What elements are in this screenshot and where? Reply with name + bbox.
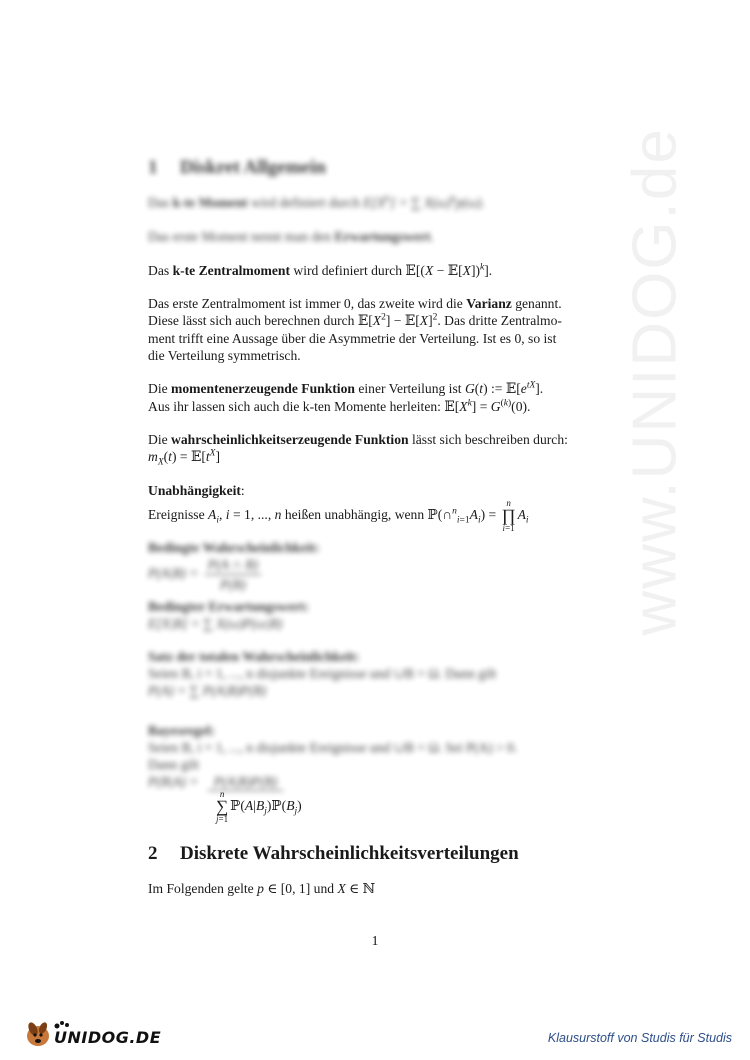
text: lässt sich beschreiben durch: [411,432,568,447]
text: Die [148,381,168,396]
varianz-paragraph [148,295,608,364]
formula-mgf: G(t) := $𝔼[e^{tX}]$. [464,380,544,397]
numerator: P(A ∩ B) [205,556,261,575]
logo-text: UNIDOG.DE [54,1028,162,1047]
formula: p(ω). [455,195,485,210]
text: genannt. [515,296,562,311]
unidog-logo[interactable] [24,1014,162,1050]
text: Aus ihr lassen sich auch die k-ten Momente herleiten: [148,399,441,414]
text: Das erste Zentralmoment ist immer 0, das zweite wird die [148,296,463,311]
unabhaengigkeit-heading [148,482,608,499]
text: Dann gilt [148,757,199,772]
zentralmoment-definition [148,262,608,280]
page-number: 1 [371,933,379,948]
footer-tagline: Klausurstoff von Studis für Studis [547,1031,732,1045]
text: Seien B, i = 1, ..., n disjunkte Ereignisse und ∪B = Ω. Dann gilt [148,666,497,681]
formula: P(B|A) = [148,774,199,789]
formula-events: $A_i$, i = 1, ..., n [208,507,282,526]
formula-independence: $ℙ(\cap^n_{i=1}A_i) = n$ ∏ $i=1A_i$ [427,498,529,533]
text: Das [148,263,170,278]
bayes-denominator: n ∑ $j=1ℙ(A|B_j)ℙ(B_j)$ [216,789,302,824]
formula: E[X|B] = ∑ X(ω)P(ω|B) [148,616,283,631]
term-totale-wahrscheinlichkeit: Satz der totalen Wahrscheinlichkeit: [148,649,360,664]
text: einer Verteilung ist [358,381,462,396]
fraction [205,556,261,593]
term-erwartungswert: Erwartungswert [334,229,431,244]
bayes-block [148,722,608,791]
term-bayesregel: Bayesregel: [148,723,215,738]
denominator: P(B) [220,577,246,592]
text: wird definiert durch [251,195,360,210]
text: Das erste Moment nennt man den [148,229,332,244]
conditional-expectation-block [148,598,608,632]
term-zentralmoment: k-te Zentralmoment [172,263,290,278]
section-number: 2 [148,843,158,864]
formula-pgf: $m_X(t)$ = $𝔼[t^X]$ [148,448,220,468]
text: Ereignisse [148,507,205,523]
term-varianz: Varianz [466,296,512,311]
text: wird definiert durch [293,263,403,278]
text: heißen unabhängig, wenn [284,507,425,523]
term-bedingte-wahrscheinlichkeit: Bedingte Wahrscheinlichkeit: [148,540,320,555]
formula-varianz: $𝔼[X^2]$ − $𝔼[X]^2$ [357,312,438,329]
text: ment trifft eine Aussage über die Asymmetrie der Verteilung. Ist es 0, so ist [148,331,557,346]
section-1-heading [148,157,326,179]
text: Seien B, i = 1, ..., n disjunkte Ereignisse und ∪B = Ω. Sei P(A) > 0. [148,740,518,755]
term-mgf: momentenerzeugende Funktion [171,381,355,396]
total-probability-block [148,648,608,699]
text: . Das dritte Zentralmo- [437,313,562,328]
moment-definition: Das k-te Moment wird definiert durch $E[X^k]$ = ∑ $X(\omega)^kp(\omega)$. [148,194,485,210]
text: . [430,229,434,244]
pgf-paragraph [148,431,608,466]
numerator: P(A|B)P(B) [208,773,283,791]
term-bedingter-erwartungswert: Bedingter Erwartungswert: [148,599,309,614]
section-number: 1 [148,157,158,178]
conditional-probability-block [148,539,608,593]
term-moment: k-te Moment [172,195,248,210]
text: Diese lässt sich auch berechnen durch [148,313,355,328]
formula-p-range: p ∈ [0, 1] [257,881,311,896]
section-title: Diskrete Wahrscheinlichkeitsverteilungen [180,843,519,864]
formula-zentralmoment: 𝔼[(X − 𝔼[X])$^k$]. [405,262,493,279]
mgf-paragraph [148,380,608,416]
formula: E[X [363,195,386,210]
text: Das [148,195,170,210]
unabhaengigkeit-definition [148,499,608,533]
formula-moment-derivation: $𝔼[X^k] = G^{(k)}(0)$. [444,398,531,415]
expected-value-note [148,228,608,245]
formula-x-natural: X ∈ ℕ [337,881,376,897]
text: : [240,483,245,498]
section-title: Diskret Allgemein [180,157,326,178]
text: die Verteilung symmetrisch. [148,348,301,363]
text: Im Folgenden gelte [148,881,254,896]
text: Die [148,432,168,447]
text: und [313,881,335,896]
formula: P(A) = ∑ P(A|B)P(B) [148,683,267,698]
folgenden-line [148,880,608,898]
term-unabhaengigkeit: Unabhängigkeit [148,483,241,498]
formula: ] = ∑ X(ω) [389,195,452,210]
term-pgf: wahrscheinlichkeitserzeugende Funktion [171,432,409,447]
watermark: www.UNIDOG.de [620,127,690,636]
formula: P(A|B) = [148,565,199,581]
section-2-heading [148,843,519,865]
